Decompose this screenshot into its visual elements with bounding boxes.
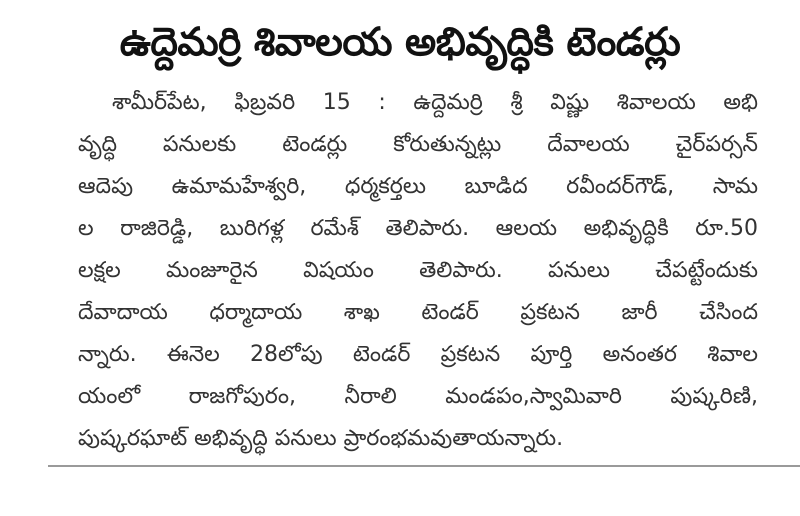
article-body-line: శామీర్‌పేట, ఫిబ్రవరి 15 : ఉద్దెమర్రి శ్రీ విష్ణు శివాలయ అభి	[112, 90, 758, 115]
article-headline: ఉద్దెమర్రి శివాలయ అభివృద్ధికి టెండర్లు	[119, 20, 681, 65]
cropped-text-top	[470, 0, 680, 5]
article-body-line: యంలో రాజగోపురం, నీరాలి మండపం,స్వామివారి పుష్కరిణి,	[78, 384, 758, 409]
article-body-line: ఆదెపు ఉమామహేశ్వరి, ధర్మకర్తలు బూడిద రవీందర్‌గౌడ్, సామ	[78, 174, 758, 199]
cropped-text-bottom	[120, 508, 720, 516]
article-body	[78, 82, 758, 460]
article-body-line: వృద్ధి పనులకు టెండర్లు కోరుతున్నట్లు దేవాలయ చైర్‌పర్సన్	[78, 132, 758, 157]
article-body-line: న్నారు. ఈనెల 28లోపు టెండర్ ప్రకటన పూర్తి అనంతర శివాల	[78, 342, 758, 367]
article-body-line: పుష్కరఘాట్ అభివృద్ధి పనులు ప్రారంభమవుతాయన్నారు.	[78, 426, 564, 451]
article-body-line: ల రాజిరెడ్డి, బురిగళ్ల రమేశ్ తెలిపారు. ఆలయ అభివృద్ధికి రూ.50	[78, 216, 758, 241]
article-body-line: దేవాదాయ ధర్మాదాయ శాఖ టెండర్ ప్రకటన జారీ చేసింద	[78, 300, 758, 325]
column-divider	[48, 465, 800, 467]
article-body-line: లక్షల మంజూరైన విషయం తెలిపారు. పనులు చేపట్టేందుకు	[78, 258, 758, 283]
